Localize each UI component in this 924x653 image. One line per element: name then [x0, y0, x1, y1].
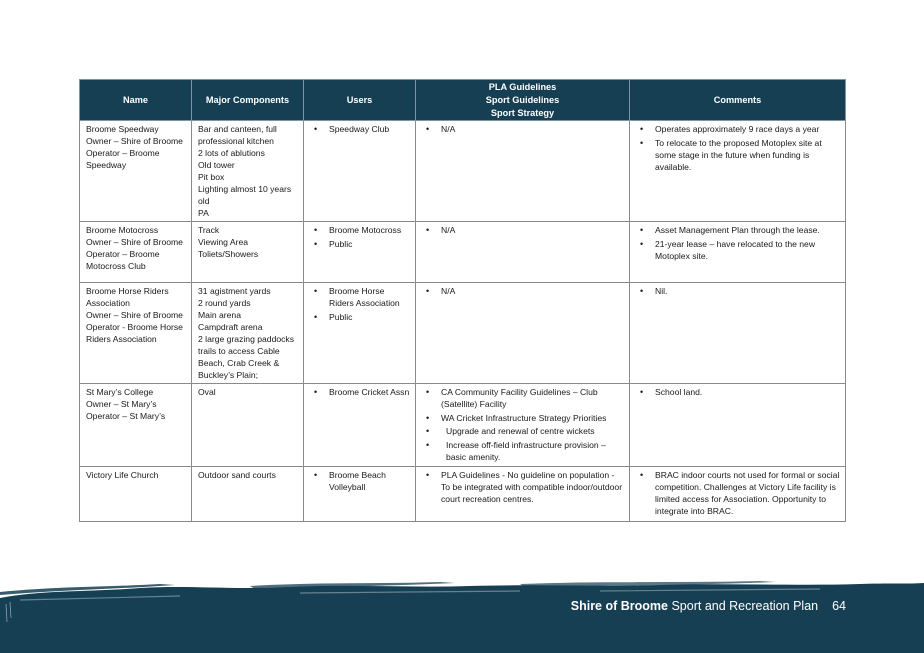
guideline-item: • N/A: [422, 123, 624, 135]
component-line: Outdoor sand courts: [198, 470, 276, 480]
comment-item: • Operates approximately 9 race days a year: [636, 123, 840, 135]
cell-name: [80, 283, 192, 384]
cell-components: [192, 121, 304, 222]
name-line: Operator - Broome Horse Riders Association: [86, 322, 183, 344]
cell-comments: [630, 283, 846, 384]
guidelines-list: [422, 224, 624, 236]
table-row: [80, 467, 846, 522]
cell-users: [304, 384, 416, 467]
guideline-subitem: • Increase off-field infrastructure provision – basic amenity.: [422, 439, 624, 463]
guideline-item: • WA Cricket Infrastructure Strategy Priorities: [422, 412, 624, 424]
name-line: Operator – Broome Motocross Club: [86, 249, 160, 271]
page-number: 64: [832, 599, 846, 613]
cell-guidelines: [416, 121, 630, 222]
guidelines-list: [422, 386, 624, 463]
table-row: [80, 384, 846, 467]
cell-components: [192, 467, 304, 522]
name-line: Operator – Broome Speedway: [86, 148, 160, 170]
name-line: Broome Horse Riders Association: [86, 286, 169, 308]
user-item: • Public: [310, 311, 410, 323]
users-list: [310, 469, 410, 493]
cell-comments: [630, 222, 846, 283]
component-line: Pit box: [198, 172, 225, 182]
header-major-components: Major Components: [192, 80, 304, 121]
component-line: Toliets/Showers: [198, 249, 259, 259]
component-line: PA: [198, 208, 209, 218]
guideline-item: • N/A: [422, 285, 624, 297]
cell-name: [80, 384, 192, 467]
footer-plan-title: Sport and Recreation Plan: [668, 599, 819, 613]
comments-list: [636, 469, 840, 517]
cell-users: [304, 222, 416, 283]
users-list: [310, 285, 410, 323]
user-item: • Broome Cricket Assn: [310, 386, 410, 398]
header-comments: Comments: [630, 80, 846, 121]
footer-band: [0, 578, 924, 653]
name-line: Owner – Shire of Broome: [86, 237, 183, 247]
user-item: • Broome Horse Riders Association: [310, 285, 410, 309]
name-line: Operator – St Mary’s: [86, 411, 166, 421]
name-line: Owner – Shire of Broome: [86, 136, 183, 146]
comment-item: • Nil.: [636, 285, 840, 297]
header-guidelines: [416, 80, 630, 121]
component-line: Campdraft arena: [198, 322, 263, 332]
comment-item: • Asset Management Plan through the lease.: [636, 224, 840, 236]
comment-item: • School land.: [636, 386, 840, 398]
guideline-item: • CA Community Facility Guidelines – Club (Satellite) Facility: [422, 386, 624, 410]
users-list: [310, 224, 410, 250]
comments-list: [636, 285, 840, 297]
footer-title: [571, 599, 846, 613]
header-guidelines-line: Sport Guidelines: [485, 94, 560, 105]
header-name: Name: [80, 80, 192, 121]
comment-item: • BRAC indoor courts not used for formal or social competition. Challenges at Victory Life facility is limited access for Association. Opportunity to integrate into BRAC.: [636, 469, 840, 517]
cell-components: [192, 283, 304, 384]
user-item: • Speedway Club: [310, 123, 410, 135]
cell-guidelines: [416, 384, 630, 467]
table-row: [80, 283, 846, 384]
user-item: • Broome Motocross: [310, 224, 410, 236]
comment-item: • To relocate to the proposed Motoplex site at some stage in the future when funding is available.: [636, 137, 840, 173]
name-line: Owner – St Mary’s: [86, 399, 157, 409]
component-line: 31 agistment yards: [198, 286, 271, 296]
name-line: St Mary’s College: [86, 387, 154, 397]
guidelines-list: [422, 469, 624, 505]
cell-name: [80, 467, 192, 522]
component-line: Track: [198, 225, 220, 235]
component-line: 2 lots of ablutions: [198, 148, 265, 158]
header-users: Users: [304, 80, 416, 121]
header-guidelines-line: Sport Strategy: [490, 107, 555, 118]
cell-users: [304, 121, 416, 222]
cell-comments: [630, 121, 846, 222]
cell-guidelines: [416, 467, 630, 522]
component-line: Viewing Area: [198, 237, 249, 247]
guideline-subitem: • Upgrade and renewal of centre wickets: [422, 425, 624, 437]
guideline-item: • PLA Guidelines - No guideline on population - To be integrated with compatible indoor/outdoor court recreation centres.: [422, 469, 624, 505]
guidelines-list: [422, 285, 624, 297]
table-row: [80, 222, 846, 283]
table-row: [80, 121, 846, 222]
users-list: [310, 386, 410, 398]
component-line: 2 round yards: [198, 298, 251, 308]
name-line: Broome Motocross: [86, 225, 159, 235]
component-line: 2 large grazing paddocks trails to access Cable Beach, Crab Creek & Buckley’s Plain;: [198, 334, 295, 380]
component-line: Lighting almost 10 years old: [198, 184, 292, 206]
comments-list: [636, 386, 840, 398]
table-header-row: [80, 80, 846, 121]
cell-comments: [630, 384, 846, 467]
user-item: • Public: [310, 238, 410, 250]
name-line: Victory Life Church: [86, 470, 159, 480]
cell-comments: [630, 467, 846, 522]
comments-list: [636, 123, 840, 173]
cell-users: [304, 283, 416, 384]
cell-guidelines: [416, 283, 630, 384]
cell-components: [192, 384, 304, 467]
guidelines-list: [422, 123, 624, 135]
header-guidelines-line: PLA Guidelines: [488, 81, 557, 92]
component-line: Bar and canteen, full professional kitchen: [198, 124, 277, 146]
footer-brand: Shire of Broome: [570, 599, 668, 613]
guideline-item: • N/A: [422, 224, 624, 236]
comments-list: [636, 224, 840, 262]
cell-name: [80, 121, 192, 222]
cell-name: [80, 222, 192, 283]
facilities-table: [79, 79, 846, 522]
component-line: Oval: [198, 387, 216, 397]
cell-users: [304, 467, 416, 522]
component-line: Old tower: [198, 160, 235, 170]
component-line: Main arena: [198, 310, 241, 320]
cell-components: [192, 222, 304, 283]
comment-item: • 21-year lease – have relocated to the new Motoplex site.: [636, 238, 840, 262]
cell-guidelines: [416, 222, 630, 283]
name-line: Owner – Shire of Broome: [86, 310, 183, 320]
user-item: • Broome Beach Volleyball: [310, 469, 410, 493]
users-list: [310, 123, 410, 135]
name-line: Broome Speedway: [86, 124, 159, 134]
